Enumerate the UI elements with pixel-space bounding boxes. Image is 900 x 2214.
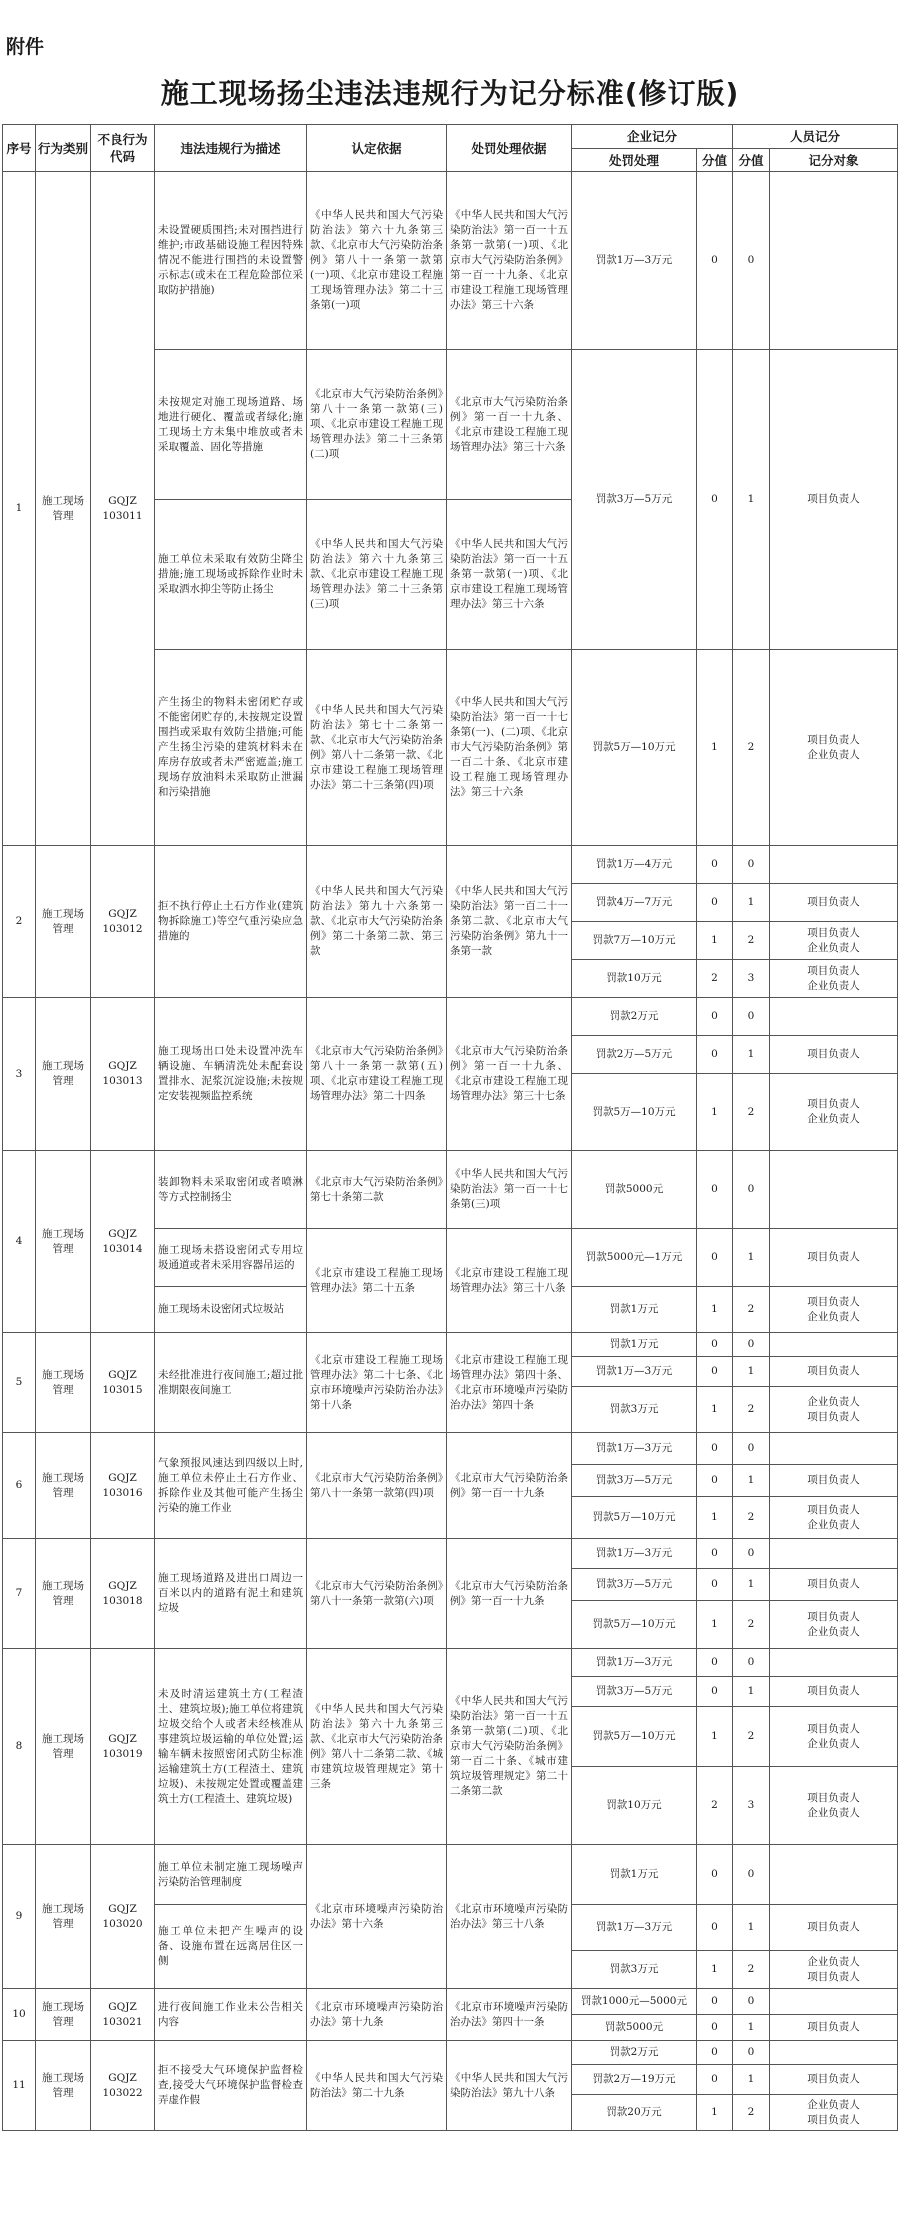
cell-desc: 未设置硬质围挡;未对围挡进行维护;市政基础设施工程因特殊情况不能进行围挡的未设置警示标志(或未在工程危险部位采取防护措施) bbox=[155, 172, 307, 350]
cell-person-score: 0 bbox=[733, 846, 770, 884]
cell-code: GQJZ 103019 bbox=[91, 1649, 155, 1845]
cell-score: 1 bbox=[697, 1074, 733, 1151]
col-enterprise-score: 分值 bbox=[697, 149, 733, 172]
cell-person-score: 2 bbox=[733, 1074, 770, 1151]
col-basis: 认定依据 bbox=[307, 125, 447, 172]
cell-penalty-basis: 《北京市建设工程施工现场管理办法》第四十条、《北京市环境噪声污染防治办法》第四十条 bbox=[447, 1333, 572, 1433]
cell-code: GQJZ 103015 bbox=[91, 1333, 155, 1433]
cell-penalty: 罚款5万—10万元 bbox=[572, 1707, 697, 1767]
cell-person-score: 0 bbox=[733, 1989, 770, 2015]
cell-person-target bbox=[770, 998, 898, 1036]
cell-basis: 《中华人民共和国大气污染防治法》第七十二条第一款、《北京市大气污染防治条例》第八十二条第一款、《北京市建设工程施工现场管理办法》第二十三条第(四)项 bbox=[307, 650, 447, 846]
cell-score: 0 bbox=[697, 2041, 733, 2065]
cell-desc: 拒不接受大气环境保护监督检查,接受大气环境保护监督检查弄虚作假 bbox=[155, 2041, 307, 2131]
cell-desc: 装卸物料未采取密闭或者喷淋等方式控制扬尘 bbox=[155, 1151, 307, 1229]
cell-score: 1 bbox=[697, 2095, 733, 2131]
cell-person-target: 项目负责人 企业负责人 bbox=[770, 1767, 898, 1845]
cell-penalty: 罚款5万—10万元 bbox=[572, 1601, 697, 1649]
cell-category: 施工现场管理 bbox=[36, 998, 91, 1151]
col-person-score: 分值 bbox=[733, 149, 770, 172]
cell-score: 0 bbox=[697, 350, 733, 650]
cell-person-target: 项目负责人 企业负责人 bbox=[770, 922, 898, 960]
cell-basis: 《北京市环境噪声污染防治办法》第十六条 bbox=[307, 1845, 447, 1989]
col-enterprise-penalty: 处罚处理 bbox=[572, 149, 697, 172]
cell-score: 1 bbox=[697, 1497, 733, 1539]
cell-penalty: 罚款1万—3万元 bbox=[572, 1357, 697, 1387]
cell-score: 0 bbox=[697, 172, 733, 350]
cell-penalty: 罚款3万—5万元 bbox=[572, 1569, 697, 1601]
cell-person-score: 1 bbox=[733, 1677, 770, 1707]
cell-person-score: 0 bbox=[733, 1539, 770, 1569]
cell-penalty-basis: 《中华人民共和国大气污染防治法》第九十八条 bbox=[447, 2041, 572, 2131]
cell-person-score: 1 bbox=[733, 1465, 770, 1497]
cell-person-score: 1 bbox=[733, 2015, 770, 2041]
cell-score: 0 bbox=[697, 1333, 733, 1357]
cell-basis: 《北京市大气污染防治条例》第七十条第二款 bbox=[307, 1151, 447, 1229]
cell-score: 0 bbox=[697, 2065, 733, 2095]
scoring-table bbox=[2, 124, 898, 2131]
cell-person-score: 0 bbox=[733, 1649, 770, 1677]
cell-score: 0 bbox=[697, 1433, 733, 1465]
cell-person-target: 项目负责人 企业负责人 bbox=[770, 1497, 898, 1539]
cell-person-target bbox=[770, 1333, 898, 1357]
cell-person-score: 0 bbox=[733, 172, 770, 350]
table-row bbox=[3, 1649, 898, 1677]
col-penalty-basis: 处罚处理依据 bbox=[447, 125, 572, 172]
cell-penalty: 罚款1000元—5000元 bbox=[572, 1989, 697, 2015]
cell-person-target: 项目负责人 bbox=[770, 2065, 898, 2095]
cell-category: 施工现场管理 bbox=[36, 1151, 91, 1333]
cell-penalty: 罚款5000元 bbox=[572, 1151, 697, 1229]
cell-penalty-basis: 《北京市建设工程施工现场管理办法》第三十八条 bbox=[447, 1229, 572, 1333]
cell-score: 1 bbox=[697, 1601, 733, 1649]
cell-person-target: 项目负责人 bbox=[770, 1229, 898, 1287]
cell-penalty: 罚款1万—4万元 bbox=[572, 846, 697, 884]
cell-basis: 《中华人民共和国大气污染防治法》第六十九条第三款、《北京市大气污染防治条例》第八十一条第一款第(一)项、《北京市建设工程施工现场管理办法》第二十三条第(一)项 bbox=[307, 172, 447, 350]
cell-person-target: 项目负责人 企业负责人 bbox=[770, 650, 898, 846]
cell-person-target bbox=[770, 1989, 898, 2015]
cell-penalty-basis: 《北京市大气污染防治条例》第一百一十九条、《北京市建设工程施工现场管理办法》第三十六条 bbox=[447, 350, 572, 500]
cell-basis: 《北京市建设工程施工现场管理办法》第二十七条、《北京市环境噪声污染防治办法》第十八条 bbox=[307, 1333, 447, 1433]
cell-penalty: 罚款5000元 bbox=[572, 2015, 697, 2041]
table-row bbox=[3, 1539, 898, 1569]
cell-penalty-basis: 《中华人民共和国大气污染防治法》第一百二十一条第二款、《北京市大气污染防治条例》第九十一条第一款 bbox=[447, 846, 572, 998]
cell-person-score: 2 bbox=[733, 1287, 770, 1333]
cell-category: 施工现场管理 bbox=[36, 846, 91, 998]
cell-score: 0 bbox=[697, 998, 733, 1036]
cell-desc: 气象预报风速达到四级以上时,施工单位未停止土石方作业、拆除作业及其他可能产生扬尘污染的施工作业 bbox=[155, 1433, 307, 1539]
document-title: 施工现场扬尘违法违规行为记分标准(修订版) bbox=[160, 77, 740, 110]
cell-penalty: 罚款1万元 bbox=[572, 1845, 697, 1905]
cell-seq: 10 bbox=[3, 1989, 36, 2041]
cell-person-target: 企业负责人 项目负责人 bbox=[770, 1387, 898, 1433]
cell-person-score: 1 bbox=[733, 350, 770, 650]
cell-code: GQJZ 103013 bbox=[91, 998, 155, 1151]
cell-category: 施工现场管理 bbox=[36, 1333, 91, 1433]
cell-score: 1 bbox=[697, 1707, 733, 1767]
cell-penalty: 罚款3万—5万元 bbox=[572, 1677, 697, 1707]
cell-penalty: 罚款2万—19万元 bbox=[572, 2065, 697, 2095]
cell-desc: 进行夜间施工作业未公告相关内容 bbox=[155, 1989, 307, 2041]
cell-code: GQJZ 103018 bbox=[91, 1539, 155, 1649]
cell-seq: 5 bbox=[3, 1333, 36, 1433]
cell-penalty-basis: 《中华人民共和国大气污染防治法》第一百一十七条第(一)、(二)项、《北京市大气污染防治条例》第一百二十条、《北京市建设工程施工现场管理办法》第三十六条 bbox=[447, 650, 572, 846]
cell-person-score: 1 bbox=[733, 1905, 770, 1951]
cell-person-score: 1 bbox=[733, 1036, 770, 1074]
cell-person-target bbox=[770, 1845, 898, 1905]
cell-person-target bbox=[770, 1539, 898, 1569]
cell-penalty: 罚款5万—10万元 bbox=[572, 1497, 697, 1539]
cell-penalty: 罚款3万元 bbox=[572, 1951, 697, 1989]
cell-basis: 《中华人民共和国大气污染防治法》第九十六条第一款、《北京市大气污染防治条例》第二十条第二款、第三款 bbox=[307, 846, 447, 998]
cell-person-target: 项目负责人 企业负责人 bbox=[770, 1287, 898, 1333]
cell-penalty: 罚款1万元 bbox=[572, 1333, 697, 1357]
table-row bbox=[3, 998, 898, 1036]
cell-basis: 《北京市大气污染防治条例》第八十一条第一款第(五)项、《北京市建设工程施工现场管理办法》第二十四条 bbox=[307, 998, 447, 1151]
cell-person-score: 1 bbox=[733, 2065, 770, 2095]
cell-score: 0 bbox=[697, 1569, 733, 1601]
cell-person-target bbox=[770, 2041, 898, 2065]
cell-basis: 《北京市环境噪声污染防治办法》第十九条 bbox=[307, 1989, 447, 2041]
col-person-target: 记分对象 bbox=[770, 149, 898, 172]
cell-person-target: 项目负责人 企业负责人 bbox=[770, 1601, 898, 1649]
cell-basis: 《北京市大气污染防治条例》第八十一条第一款第(六)项 bbox=[307, 1539, 447, 1649]
col-seq: 序号 bbox=[3, 125, 36, 172]
cell-penalty: 罚款5000元—1万元 bbox=[572, 1229, 697, 1287]
cell-category: 施工现场管理 bbox=[36, 1989, 91, 2041]
cell-person-score: 0 bbox=[733, 1151, 770, 1229]
cell-basis: 《中华人民共和国大气污染防治法》第六十九条第三款、《北京市建设工程施工现场管理办法》第二十三条第(三)项 bbox=[307, 500, 447, 650]
cell-person-score: 2 bbox=[733, 1601, 770, 1649]
cell-penalty: 罚款2万—5万元 bbox=[572, 1036, 697, 1074]
cell-code: GQJZ 103020 bbox=[91, 1845, 155, 1989]
cell-seq: 3 bbox=[3, 998, 36, 1151]
cell-score: 0 bbox=[697, 1649, 733, 1677]
cell-score: 0 bbox=[697, 1357, 733, 1387]
cell-person-target bbox=[770, 1151, 898, 1229]
cell-person-score: 2 bbox=[733, 1387, 770, 1433]
cell-desc: 施工单位未制定施工现场噪声污染防治管理制度 bbox=[155, 1845, 307, 1905]
cell-penalty-basis: 《北京市大气污染防治条例》第一百一十九条、《北京市建设工程施工现场管理办法》第三十七条 bbox=[447, 998, 572, 1151]
cell-score: 0 bbox=[697, 1539, 733, 1569]
cell-penalty: 罚款10万元 bbox=[572, 960, 697, 998]
cell-seq: 11 bbox=[3, 2041, 36, 2131]
cell-score: 0 bbox=[697, 884, 733, 922]
col-category: 行为类别 bbox=[36, 125, 91, 172]
cell-person-target: 企业负责人 项目负责人 bbox=[770, 2095, 898, 2131]
cell-person-score: 2 bbox=[733, 650, 770, 846]
cell-person-score: 0 bbox=[733, 998, 770, 1036]
cell-desc: 未按规定对施工现场道路、场地进行硬化、覆盖或者绿化;施工现场土方未集中堆放或者未采取覆盖、固化等措施 bbox=[155, 350, 307, 500]
cell-score: 0 bbox=[697, 1465, 733, 1497]
cell-penalty: 罚款7万—10万元 bbox=[572, 922, 697, 960]
cell-person-score: 3 bbox=[733, 960, 770, 998]
cell-person-score: 3 bbox=[733, 1767, 770, 1845]
cell-person-target: 项目负责人 企业负责人 bbox=[770, 1074, 898, 1151]
cell-seq: 4 bbox=[3, 1151, 36, 1333]
cell-person-target: 项目负责人 bbox=[770, 1569, 898, 1601]
cell-code: GQJZ 103011 bbox=[91, 172, 155, 846]
cell-person-target bbox=[770, 846, 898, 884]
col-code: 不良行为代码 bbox=[91, 125, 155, 172]
table-row bbox=[3, 1845, 898, 1905]
cell-code: GQJZ 103012 bbox=[91, 846, 155, 998]
cell-person-score: 2 bbox=[733, 1707, 770, 1767]
cell-person-target: 项目负责人 bbox=[770, 1465, 898, 1497]
cell-penalty: 罚款1万元 bbox=[572, 1287, 697, 1333]
table-row bbox=[3, 2041, 898, 2065]
cell-code: GQJZ 103021 bbox=[91, 1989, 155, 2041]
cell-desc: 施工现场出口处未设置冲洗车辆设施、车辆清洗处未配套设置排水、泥浆沉淀设施;未按规定安装视频监控系统 bbox=[155, 998, 307, 1151]
cell-person-target bbox=[770, 172, 898, 350]
cell-person-score: 1 bbox=[733, 1229, 770, 1287]
cell-score: 0 bbox=[697, 2015, 733, 2041]
cell-person-score: 2 bbox=[733, 1497, 770, 1539]
cell-person-target: 项目负责人 bbox=[770, 1677, 898, 1707]
cell-penalty: 罚款4万—7万元 bbox=[572, 884, 697, 922]
cell-person-target: 企业负责人 项目负责人 bbox=[770, 1951, 898, 1989]
cell-penalty: 罚款2万元 bbox=[572, 2041, 697, 2065]
cell-person-score: 0 bbox=[733, 1433, 770, 1465]
cell-person-score: 0 bbox=[733, 2041, 770, 2065]
cell-category: 施工现场管理 bbox=[36, 2041, 91, 2131]
cell-person-target: 项目负责人 bbox=[770, 1036, 898, 1074]
table-row bbox=[3, 1333, 898, 1357]
cell-seq: 1 bbox=[3, 172, 36, 846]
cell-desc: 未及时清运建筑土方(工程渣土、建筑垃圾);施工单位将建筑垃圾交给个人或者未经核准从事建筑垃圾运输的单位处置;运输车辆未按照密闭式防尘标准运输建筑土方(工程渣土、建筑垃圾)、未按规定处置或覆盖建筑土方(工程渣土、建筑垃圾) bbox=[155, 1649, 307, 1845]
cell-desc: 施工现场未搭设密闭式专用垃圾通道或者未采用容器吊运的 bbox=[155, 1229, 307, 1287]
cell-desc: 施工现场道路及进出口周边一百米以内的道路有泥土和建筑垃圾 bbox=[155, 1539, 307, 1649]
cell-penalty: 罚款1万—3万元 bbox=[572, 172, 697, 350]
header-row bbox=[3, 125, 898, 149]
table-row bbox=[3, 1151, 898, 1229]
cell-seq: 8 bbox=[3, 1649, 36, 1845]
cell-person-target: 项目负责人 bbox=[770, 884, 898, 922]
cell-desc: 拒不执行停止土石方作业(建筑物拆除施工)等空气重污染应急措施的 bbox=[155, 846, 307, 998]
cell-code: GQJZ 103016 bbox=[91, 1433, 155, 1539]
cell-seq: 2 bbox=[3, 846, 36, 998]
cell-seq: 7 bbox=[3, 1539, 36, 1649]
cell-category: 施工现场管理 bbox=[36, 1649, 91, 1845]
cell-score: 1 bbox=[697, 1387, 733, 1433]
cell-score: 0 bbox=[697, 1229, 733, 1287]
cell-person-score: 0 bbox=[733, 1845, 770, 1905]
cell-penalty-basis: 《北京市环境噪声污染防治办法》第三十八条 bbox=[447, 1845, 572, 1989]
cell-penalty: 罚款1万—3万元 bbox=[572, 1539, 697, 1569]
cell-penalty: 罚款5万—10万元 bbox=[572, 1074, 697, 1151]
cell-basis: 《中华人民共和国大气污染防治法》第六十九条第三款、《北京市大气污染防治条例》第八十二条第二款、《城市建筑垃圾管理规定》第十三条 bbox=[307, 1649, 447, 1845]
cell-seq: 6 bbox=[3, 1433, 36, 1539]
cell-category: 施工现场管理 bbox=[36, 1433, 91, 1539]
cell-score: 1 bbox=[697, 1287, 733, 1333]
cell-code: GQJZ 103022 bbox=[91, 2041, 155, 2131]
table-row bbox=[3, 846, 898, 884]
cell-score: 0 bbox=[697, 1151, 733, 1229]
cell-person-score: 2 bbox=[733, 1951, 770, 1989]
cell-score: 0 bbox=[697, 1036, 733, 1074]
cell-desc: 施工单位未采取有效防尘降尘措施;施工现场或拆除作业时未采取洒水抑尘等防止扬尘 bbox=[155, 500, 307, 650]
cell-person-score: 2 bbox=[733, 922, 770, 960]
cell-score: 0 bbox=[697, 846, 733, 884]
attachment-label: 附件 bbox=[6, 36, 45, 58]
col-desc: 违法违规行为描述 bbox=[155, 125, 307, 172]
cell-penalty: 罚款1万—3万元 bbox=[572, 1433, 697, 1465]
cell-person-score: 1 bbox=[733, 1569, 770, 1601]
cell-desc: 产生扬尘的物料未密闭贮存或不能密闭贮存的,未按规定设置围挡或采取有效防尘措施;可能产生扬尘污染的建筑材料未在库房存放或者未严密遮盖;施工现场存放油料未采取防止泄漏和污染措施 bbox=[155, 650, 307, 846]
cell-penalty-basis: 《北京市环境噪声污染防治办法》第四十一条 bbox=[447, 1989, 572, 2041]
cell-basis: 《北京市大气污染防治条例》第八十一条第一款第(三)项、《北京市建设工程施工现场管理办法》第二十三条第(二)项 bbox=[307, 350, 447, 500]
cell-person-score: 0 bbox=[733, 1333, 770, 1357]
cell-desc: 施工单位未把产生噪声的设备、设施布置在远离居住区一侧 bbox=[155, 1905, 307, 1989]
cell-penalty-basis: 《中华人民共和国大气污染防治法》第一百一十五条第一款第(一)项、《北京市大气污染防治条例》第一百一十九条、《北京市建设工程施工现场管理办法》第三十六条 bbox=[447, 172, 572, 350]
cell-category: 施工现场管理 bbox=[36, 1845, 91, 1989]
table-row bbox=[3, 1433, 898, 1465]
cell-person-target: 项目负责人 企业负责人 bbox=[770, 960, 898, 998]
cell-code: GQJZ 103014 bbox=[91, 1151, 155, 1333]
cell-penalty: 罚款1万—3万元 bbox=[572, 1905, 697, 1951]
cell-person-score: 1 bbox=[733, 1357, 770, 1387]
cell-desc: 未经批准进行夜间施工;超过批准期限夜间施工 bbox=[155, 1333, 307, 1433]
cell-person-target: 项目负责人 bbox=[770, 350, 898, 650]
cell-person-score: 1 bbox=[733, 884, 770, 922]
table-row bbox=[3, 172, 898, 350]
cell-category: 施工现场管理 bbox=[36, 1539, 91, 1649]
cell-penalty: 罚款2万元 bbox=[572, 998, 697, 1036]
cell-score: 0 bbox=[697, 1989, 733, 2015]
cell-penalty: 罚款1万—3万元 bbox=[572, 1649, 697, 1677]
cell-category: 施工现场管理 bbox=[36, 172, 91, 846]
cell-penalty-basis: 《中华人民共和国大气污染防治法》第一百一十五条第一款第(二)项、《北京市大气污染防治条例》第一百二十条、《城市建筑垃圾管理规定》第二十二条第二款 bbox=[447, 1649, 572, 1845]
cell-seq: 9 bbox=[3, 1845, 36, 1989]
cell-person-target: 项目负责人 企业负责人 bbox=[770, 1707, 898, 1767]
cell-score: 0 bbox=[697, 1845, 733, 1905]
cell-penalty: 罚款3万—5万元 bbox=[572, 350, 697, 650]
cell-person-score: 2 bbox=[733, 2095, 770, 2131]
cell-score: 1 bbox=[697, 922, 733, 960]
cell-penalty: 罚款20万元 bbox=[572, 2095, 697, 2131]
col-person: 人员记分 bbox=[733, 125, 898, 149]
cell-penalty: 罚款5万—10万元 bbox=[572, 650, 697, 846]
cell-penalty: 罚款10万元 bbox=[572, 1767, 697, 1845]
cell-person-target bbox=[770, 1649, 898, 1677]
cell-penalty: 罚款3万元 bbox=[572, 1387, 697, 1433]
cell-person-target: 项目负责人 bbox=[770, 1357, 898, 1387]
cell-person-target: 项目负责人 bbox=[770, 2015, 898, 2041]
cell-penalty: 罚款3万—5万元 bbox=[572, 1465, 697, 1497]
cell-desc: 施工现场未设密闭式垃圾站 bbox=[155, 1287, 307, 1333]
cell-penalty-basis: 《中华人民共和国大气污染防治法》第一百一十五条第一款第(一)项、《北京市建设工程施工现场管理办法》第三十六条 bbox=[447, 500, 572, 650]
cell-score: 2 bbox=[697, 960, 733, 998]
cell-basis: 《北京市建设工程施工现场管理办法》第二十五条 bbox=[307, 1229, 447, 1333]
col-enterprise: 企业记分 bbox=[572, 125, 733, 149]
cell-score: 1 bbox=[697, 1951, 733, 1989]
cell-basis: 《中华人民共和国大气污染防治法》第二十九条 bbox=[307, 2041, 447, 2131]
cell-penalty-basis: 《北京市大气污染防治条例》第一百一十九条 bbox=[447, 1539, 572, 1649]
cell-penalty-basis: 《中华人民共和国大气污染防治法》第一百一十七条第(三)项 bbox=[447, 1151, 572, 1229]
cell-score: 0 bbox=[697, 1677, 733, 1707]
cell-score: 0 bbox=[697, 1905, 733, 1951]
table-row bbox=[3, 1989, 898, 2015]
cell-score: 1 bbox=[697, 650, 733, 846]
cell-person-target bbox=[770, 1433, 898, 1465]
cell-penalty-basis: 《北京市大气污染防治条例》第一百一十九条 bbox=[447, 1433, 572, 1539]
cell-basis: 《北京市大气污染防治条例》第八十一条第一款第(四)项 bbox=[307, 1433, 447, 1539]
cell-person-target: 项目负责人 bbox=[770, 1905, 898, 1951]
cell-score: 2 bbox=[697, 1767, 733, 1845]
